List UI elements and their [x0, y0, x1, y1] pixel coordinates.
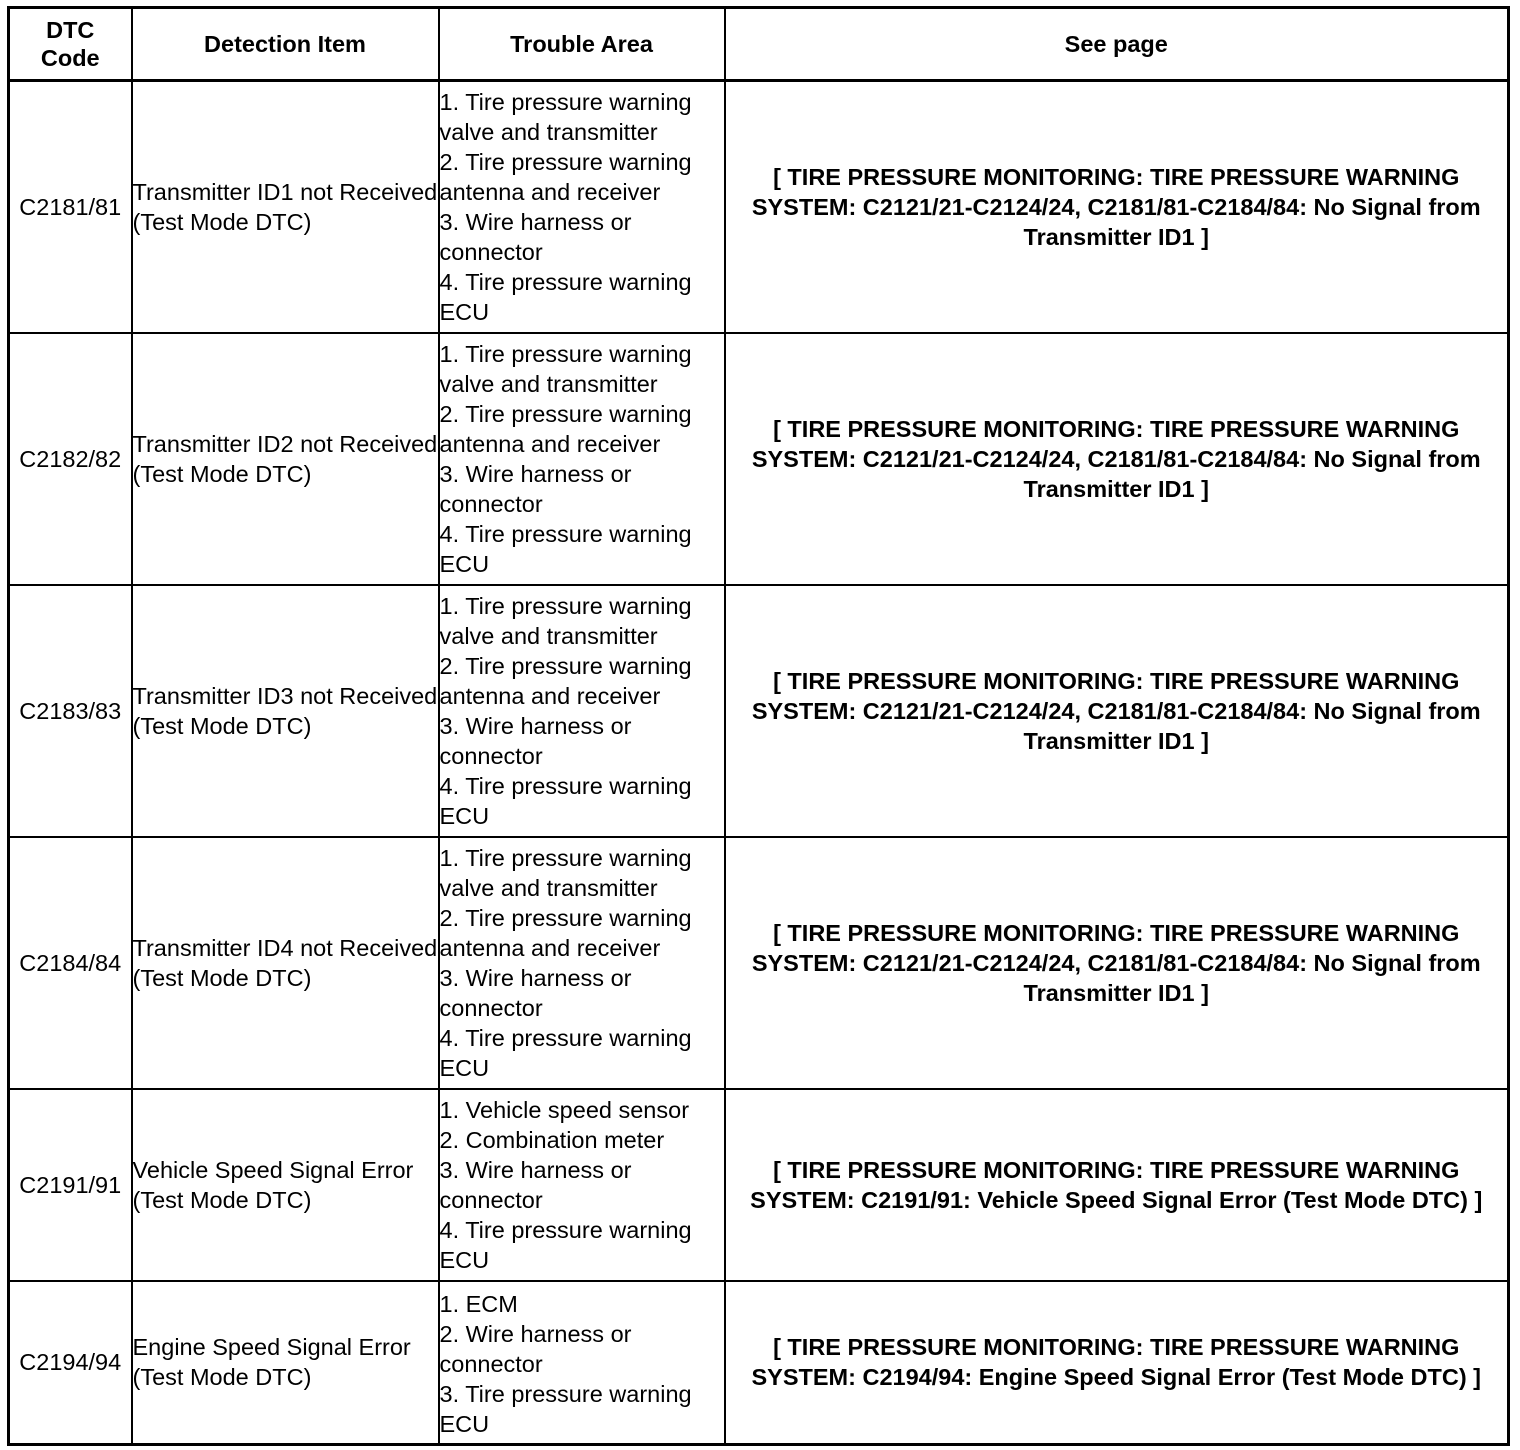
detection-item-cell: Transmitter ID4 not Received (Test Mode DTC) — [132, 837, 439, 1089]
trouble-area-cell — [439, 1089, 725, 1281]
table-row — [9, 585, 1509, 837]
trouble-area-line: 1. Vehicle speed sensor — [439, 1096, 690, 1123]
detection-item-cell: Transmitter ID2 not Received (Test Mode DTC) — [132, 333, 439, 585]
trouble-area-line: 4. Tire pressure warning ECU — [439, 520, 692, 577]
table-row — [9, 1281, 1509, 1445]
trouble-area-line: 2. Tire pressure warning antenna and receiver — [439, 148, 692, 205]
trouble-area-line: 2. Tire pressure warning antenna and receiver — [439, 904, 692, 961]
trouble-area-line: 1. Tire pressure warning valve and transmitter — [439, 340, 692, 397]
trouble-area-line: 3. Tire pressure warning ECU — [439, 1381, 692, 1438]
see-page-link[interactable]: [ TIRE PRESSURE MONITORING: TIRE PRESSURE WARNING SYSTEM: C2191/91: Vehicle Speed Signal Error (Test Mode DTC) ] — [725, 1089, 1509, 1281]
table-row — [9, 333, 1509, 585]
trouble-area-line: 3. Wire harness or connector — [439, 208, 632, 265]
see-page-link[interactable]: [ TIRE PRESSURE MONITORING: TIRE PRESSURE WARNING SYSTEM: C2121/21-C2124/24, C2181/81-C2184/84: No Signal from Transmitter ID1 ] — [725, 81, 1509, 333]
table-row — [9, 81, 1509, 333]
see-page-link[interactable]: [ TIRE PRESSURE MONITORING: TIRE PRESSURE WARNING SYSTEM: C2121/21-C2124/24, C2181/81-C2184/84: No Signal from Transmitter ID1 ] — [725, 585, 1509, 837]
trouble-area-line: 2. Combination meter — [439, 1126, 665, 1153]
trouble-area-line: 1. ECM — [439, 1291, 518, 1318]
table-row — [9, 1089, 1509, 1281]
trouble-area-line: 2. Tire pressure warning antenna and receiver — [439, 652, 692, 709]
trouble-area-cell — [439, 333, 725, 585]
detection-item-cell: Engine Speed Signal Error (Test Mode DTC) — [132, 1281, 439, 1445]
dtc-code-cell: C2183/83 — [9, 585, 132, 837]
header-dtc-code: DTC Code — [9, 8, 132, 81]
trouble-area-line: 2. Tire pressure warning antenna and receiver — [439, 400, 692, 457]
dtc-code-cell: C2181/81 — [9, 81, 132, 333]
see-page-link[interactable]: [ TIRE PRESSURE MONITORING: TIRE PRESSURE WARNING SYSTEM: C2121/21-C2124/24, C2181/81-C2184/84: No Signal from Transmitter ID1 ] — [725, 837, 1509, 1089]
trouble-area-line: 3. Wire harness or connector — [439, 1156, 632, 1213]
trouble-area-line: 1. Tire pressure warning valve and transmitter — [439, 88, 692, 145]
trouble-area-line: 3. Wire harness or connector — [439, 712, 632, 769]
dtc-code-cell: C2191/91 — [9, 1089, 132, 1281]
trouble-area-line: 3. Wire harness or connector — [439, 964, 632, 1021]
dtc-code-cell: C2184/84 — [9, 837, 132, 1089]
trouble-area-line: 1. Tire pressure warning valve and transmitter — [439, 592, 692, 649]
detection-item-cell: Transmitter ID3 not Received (Test Mode DTC) — [132, 585, 439, 837]
detection-item-cell: Vehicle Speed Signal Error (Test Mode DTC) — [132, 1089, 439, 1281]
trouble-area-line: 4. Tire pressure warning ECU — [439, 1024, 692, 1081]
dtc-code-cell: C2182/82 — [9, 333, 132, 585]
trouble-area-line: 1. Tire pressure warning valve and transmitter — [439, 844, 692, 901]
table-body — [9, 81, 1509, 1445]
trouble-area-line: 4. Tire pressure warning ECU — [439, 1216, 692, 1273]
header-row — [9, 8, 1509, 81]
header-detection-item: Detection Item — [132, 8, 439, 81]
detection-item-cell: Transmitter ID1 not Received (Test Mode DTC) — [132, 81, 439, 333]
trouble-area-cell — [439, 1281, 725, 1445]
trouble-area-cell — [439, 81, 725, 333]
trouble-area-line: 3. Wire harness or connector — [439, 460, 632, 517]
header-trouble-area: Trouble Area — [439, 8, 725, 81]
trouble-area-line: 4. Tire pressure warning ECU — [439, 268, 692, 325]
trouble-area-line: 4. Tire pressure warning ECU — [439, 772, 692, 829]
dtc-table — [7, 6, 1510, 1446]
dtc-code-cell: C2194/94 — [9, 1281, 132, 1445]
trouble-area-line: 2. Wire harness or connector — [439, 1321, 632, 1378]
trouble-area-cell — [439, 837, 725, 1089]
trouble-area-cell — [439, 585, 725, 837]
see-page-link[interactable]: [ TIRE PRESSURE MONITORING: TIRE PRESSURE WARNING SYSTEM: C2121/21-C2124/24, C2181/81-C2184/84: No Signal from Transmitter ID1 ] — [725, 333, 1509, 585]
table-row — [9, 837, 1509, 1089]
see-page-link[interactable]: [ TIRE PRESSURE MONITORING: TIRE PRESSURE WARNING SYSTEM: C2194/94: Engine Speed Signal Error (Test Mode DTC) ] — [725, 1281, 1509, 1445]
header-see-page: See page — [725, 8, 1509, 81]
